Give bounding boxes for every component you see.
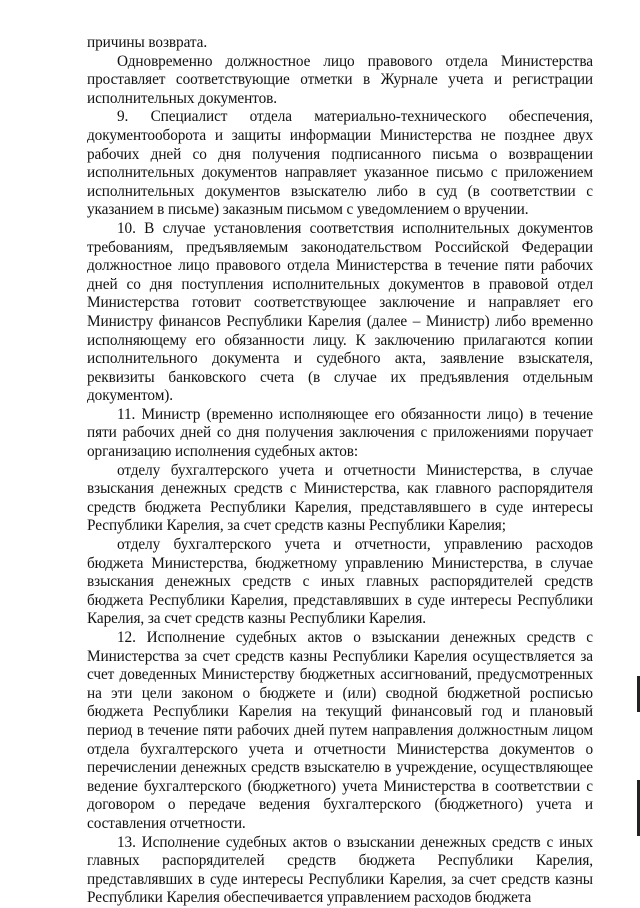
paragraph-item-11-sub-1: отделу бухгалтерского учета и отчетности Министерства, в случае взыскания денежных средств с Министерства, как главного распорядителя средств бюджета Республики Карелия, представлявшего в суде интересы Республики Карелия, за счет средств казны Республики Карелия; [87, 461, 593, 535]
paragraph-journal-marks: Одновременно должностное лицо правового отдела Министерства проставляет соответствующие отметки в Журнале учета и регистрации исполнительных документов. [87, 52, 593, 107]
paragraph-return-reasons: причины возврата. [87, 34, 208, 51]
paragraph-item-10: 10. В случае установления соответствия исполнительных документов требованиям, предъявляемым законодательством Российской Федерации должностное лицо правового отдела Министерства в течение пяти рабочих дней со дня поступления исполнительных документов в правовой отдел Министерства готовит соответствующее заключение и направляет его Министру финансов Республики Карелия (далее – Министр) либо временно исполняющему его обязанности лицу. К заключению прилагаются копии исполнительного документа и судебного акта, заявление взыскателя, реквизиты банковского счета (в случае их предъявления отдельным документом). [87, 219, 593, 405]
paragraph-item-13: 13. Исполнение судебных актов о взыскании денежных средств с иных главных распорядителей средств бюджета Республики Карелия, представлявших в суде интересы Республики Карелия, за счет средств казны Республики Карелия обеспечивается управлением расходов бюджета [87, 833, 593, 907]
paragraph-item-9: 9. Специалист отдела материально-технического обеспечения, документооборота и защиты информации Министерства не позднее двух рабочих дней со дня получения подписанного письма о возвращении исполнительных документов направляет указанное письмо с приложением исполнительных документов взыскателю либо в суд (в соответствии с указанием в письме) заказным письмом с уведомлением о вручении. [87, 108, 593, 219]
paragraph-item-11: 11. Министр (временно исполняющее его обязанности лицо) в течение пяти рабочих дней со дня получения заключения с приложениями поручает организацию исполнения судебных актов: [87, 405, 593, 461]
document-body [87, 34, 593, 908]
paragraph-item-12: 12. Исполнение судебных актов о взыскании денежных средств с Министерства за счет средств казны Республики Карелия осуществляется за счет доведенных Министерству бюджетных ассигнований, предусмотренных на эти цели законом о бюджете и (или) сводной бюджетной росписью бюджета Республики Карелия на текущий финансовый год и плановый период в течение пяти рабочих дней путем направления должностным лицом отдела бухгалтерского учета и отчетности Министерства документов о перечислении денежных средств взыскателю в учреждение, осуществляющее ведение бухгалтерского (бюджетного) учета Министерства в соответствии с договором о передаче ведения бухгалтерского (бюджетного) учета и составления отчетности. [87, 629, 593, 832]
paragraph-item-11-sub-2: отделу бухгалтерского учета и отчетности, управлению расходов бюджета Министерства, бюджетному управлению Министерства, в случае взыскания денежных средств с иных главных распорядителей средств бюджета Республики Карелия, представлявших в суде интересы Республики Карелия, за счет средств казны Республики Карелия. [87, 536, 593, 628]
